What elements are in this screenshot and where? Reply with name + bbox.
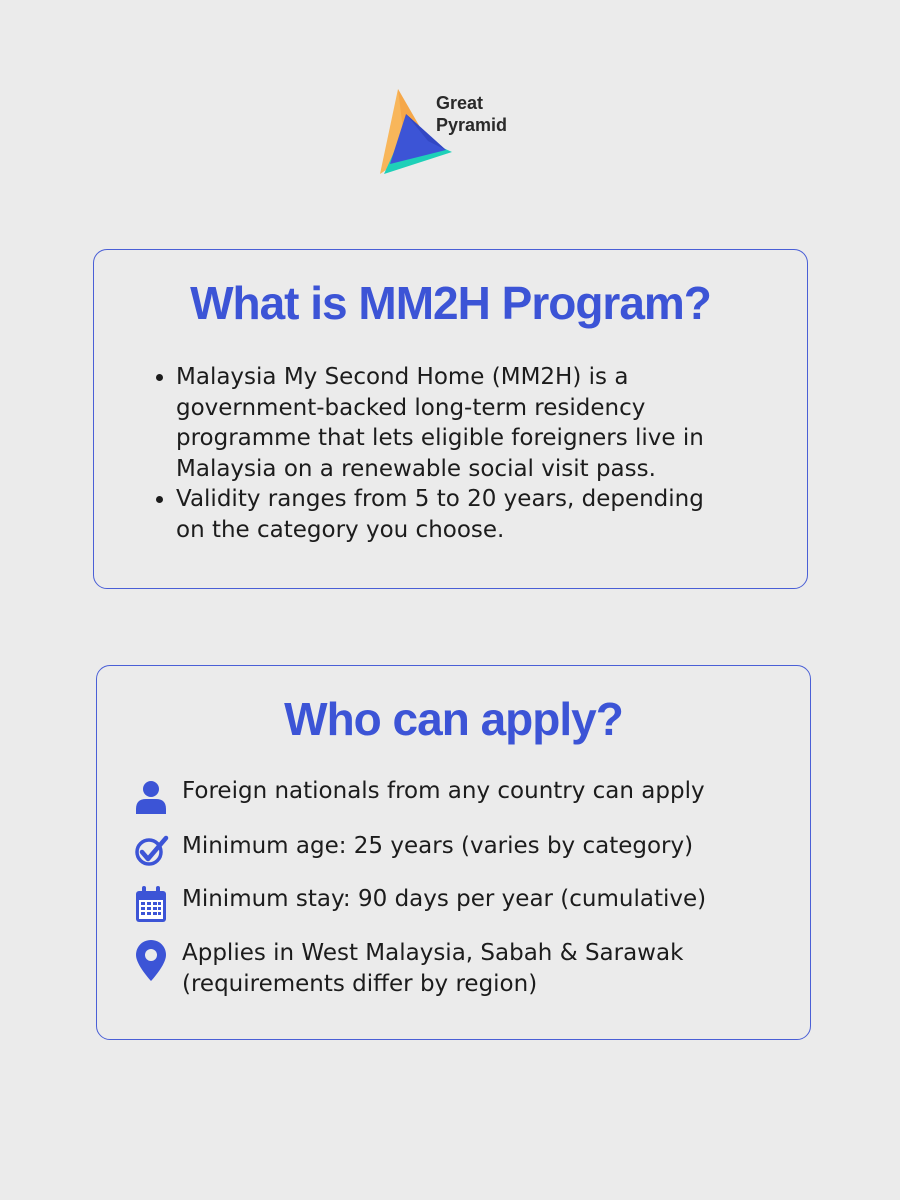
check-badge-icon — [133, 831, 169, 871]
brand-name-line1: Great — [436, 93, 484, 113]
bullet-line: programme that lets eligible foreigners live in — [176, 425, 704, 451]
location-pin-icon — [133, 938, 169, 978]
bullet-item — [176, 362, 776, 484]
bullet-item — [176, 484, 776, 545]
bullet-dot-icon — [156, 496, 163, 503]
section-title: What is MM2H Program? — [190, 277, 711, 329]
bullet-line: government-backed long-term residency — [176, 394, 646, 421]
eligibility-text: Minimum stay: 90 days per year (cumulative) — [182, 886, 707, 912]
eligibility-text: Minimum age: 25 years (varies by category) — [182, 833, 694, 859]
brand-name — [436, 92, 507, 136]
bullet-line: on the category you choose. — [176, 516, 505, 543]
eligibility-text-line: (requirements differ by region) — [182, 971, 538, 997]
calendar-icon — [133, 884, 169, 924]
eligibility-text — [182, 938, 683, 1000]
bullet-line: Validity ranges from 5 to 20 years, depending — [176, 486, 704, 512]
brand-logo — [376, 86, 536, 178]
bullet-line: Malaysia on a renewable social visit pass. — [176, 455, 656, 482]
bullet-dot-icon — [156, 374, 163, 381]
brand-name-line2: Pyramid — [436, 115, 508, 135]
eligibility-text-line: Applies in West Malaysia, Sabah & Sarawak — [182, 940, 684, 966]
section-title: Who can apply? — [284, 693, 623, 745]
bullet-list — [176, 362, 776, 545]
who-can-apply-card — [96, 665, 811, 1040]
eligibility-text: Foreign nationals from any country can apply — [182, 778, 705, 804]
person-icon — [133, 776, 169, 816]
what-is-mm2h-card — [93, 249, 808, 589]
bullet-line: Malaysia My Second Home (MM2H) is a — [176, 364, 629, 390]
